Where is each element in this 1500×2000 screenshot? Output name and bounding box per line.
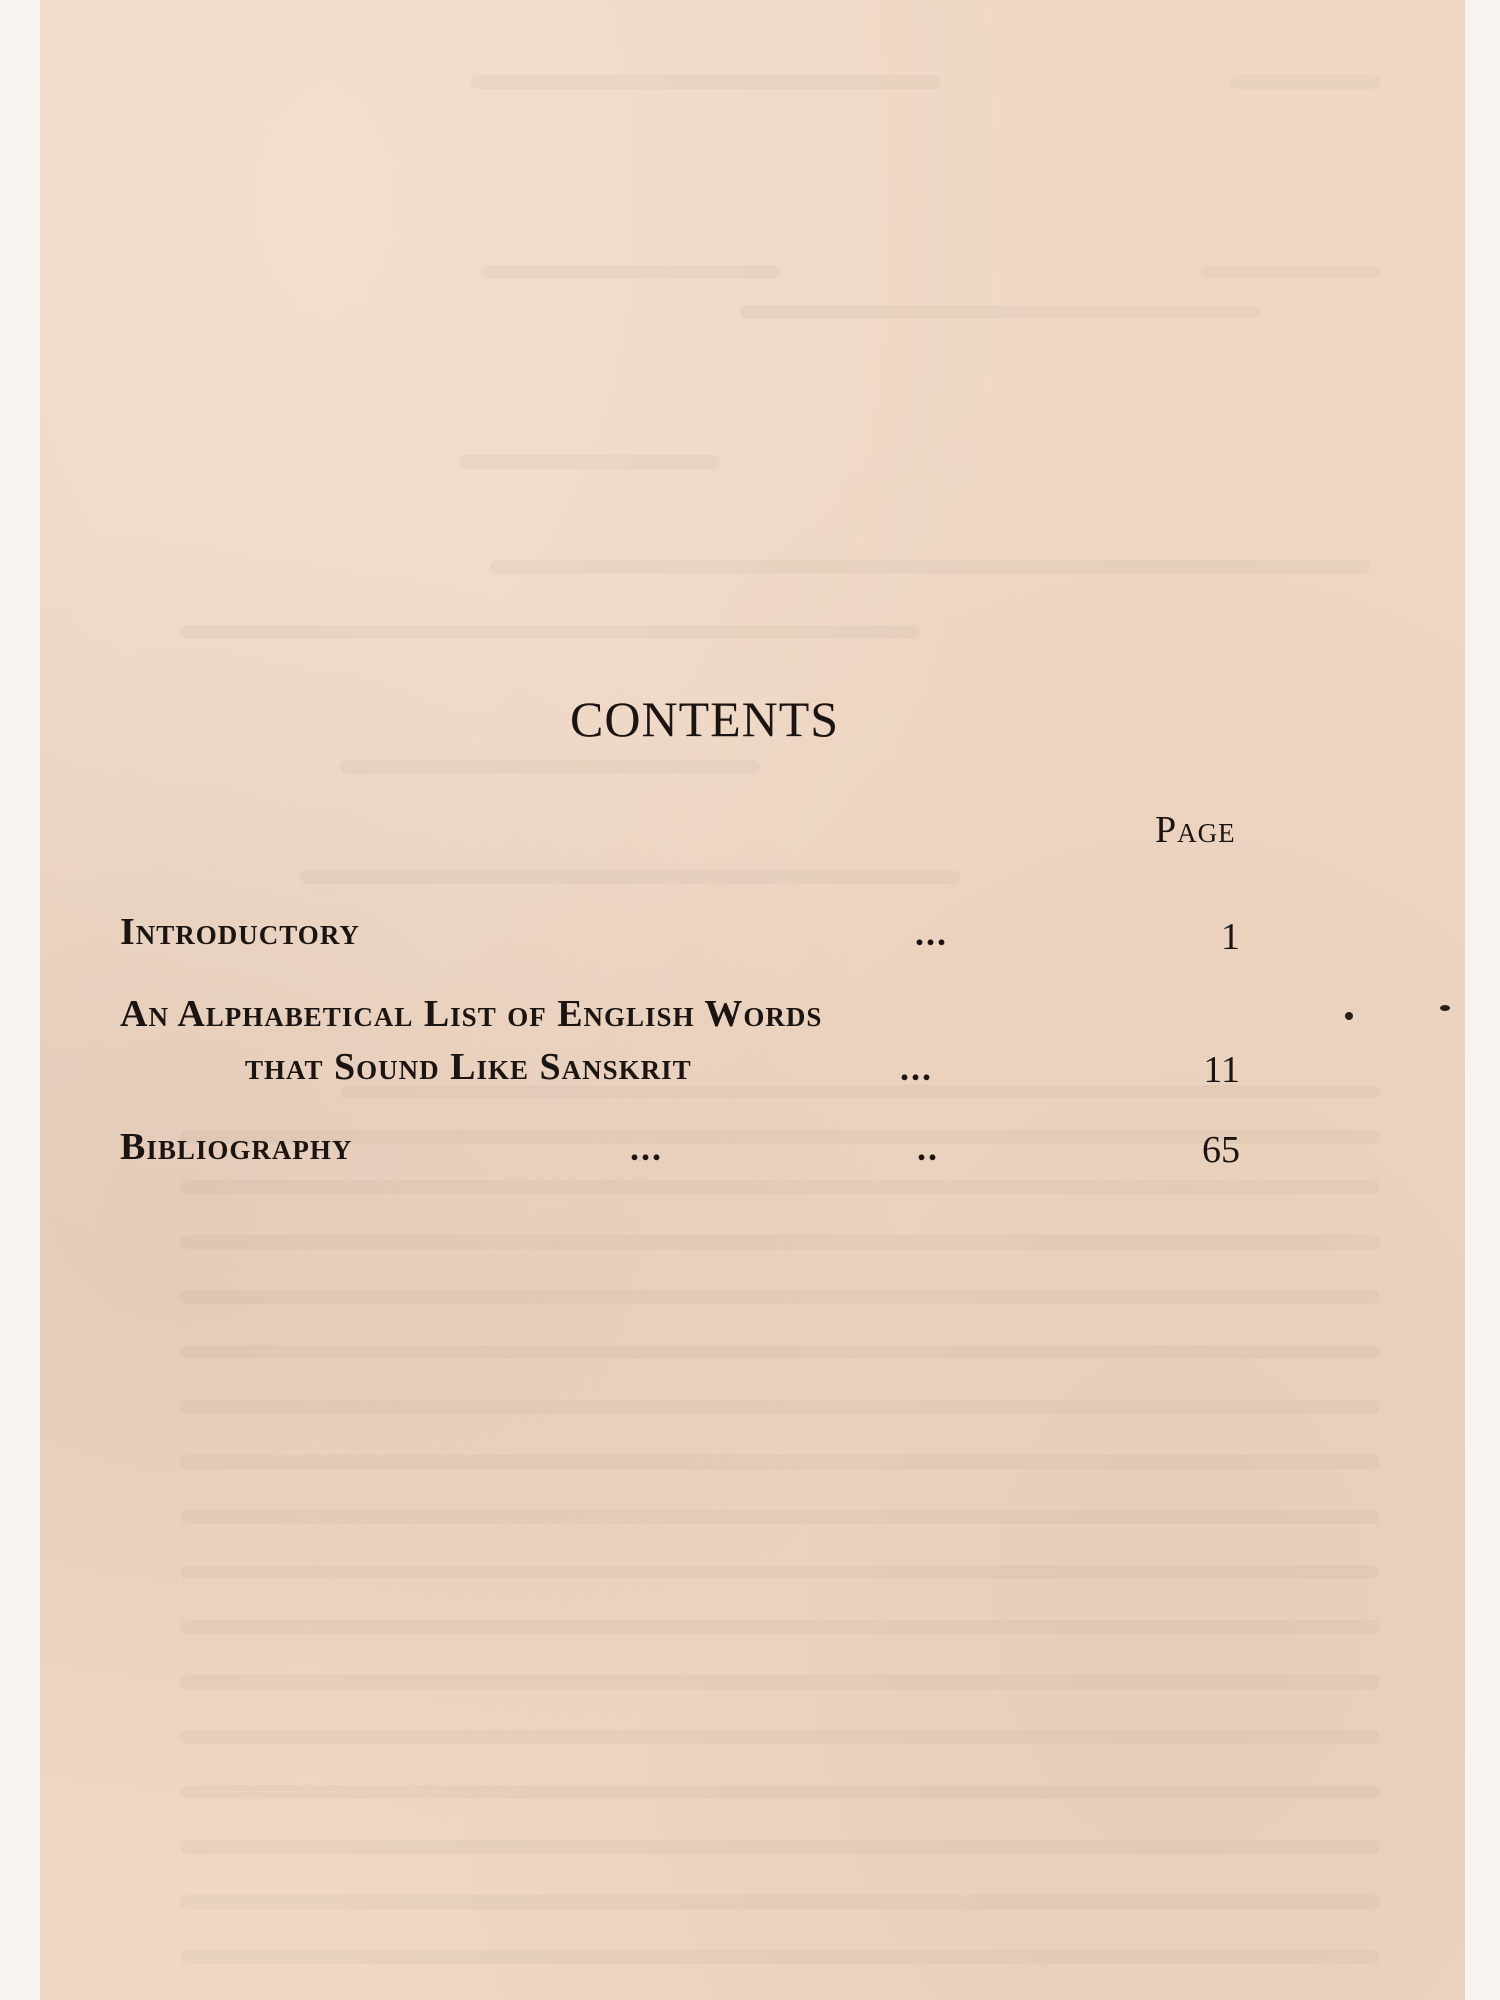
- page-title: CONTENTS: [570, 691, 840, 747]
- toc-entry-introductory: Introductory: [120, 911, 360, 953]
- toc-page-number: 65: [1202, 1129, 1240, 1171]
- toc-entry-bibliography: Bibliography: [120, 1126, 353, 1168]
- page-column-header: Page: [1155, 809, 1236, 851]
- toc-leader: ..: [917, 1128, 939, 1168]
- toc-entry-alphabetical-list: An Alphabetical List of English Words: [120, 993, 823, 1035]
- toc-page-number: 11: [1203, 1049, 1240, 1091]
- toc-leader: ...: [900, 1048, 933, 1088]
- ink-speck: [1440, 1005, 1450, 1011]
- book-page: [40, 0, 1465, 2000]
- toc-leader: ...: [630, 1128, 663, 1168]
- ink-speck: [1345, 1012, 1353, 1020]
- toc-leader: ...: [915, 913, 948, 953]
- toc-page-number: 1: [1221, 916, 1240, 958]
- toc-entry-alphabetical-list-continued: that Sound Like Sanskrit: [245, 1046, 692, 1088]
